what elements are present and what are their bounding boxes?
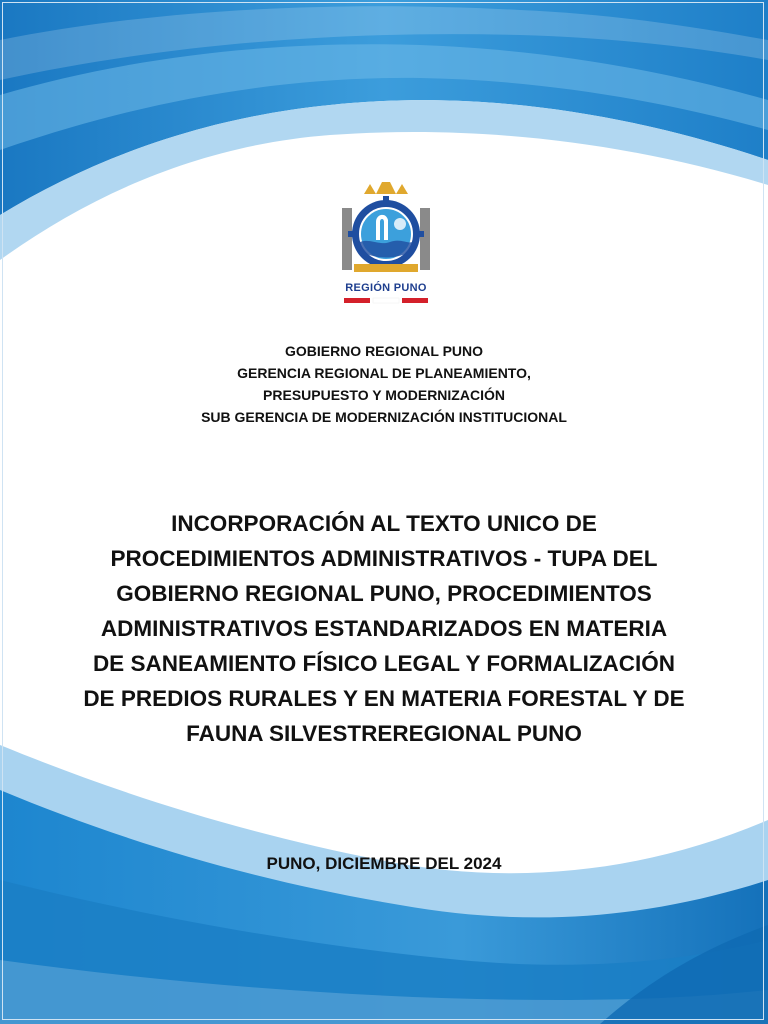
org-line: SUB GERENCIA DE MODERNIZACIÓN INSTITUCIONAL	[201, 409, 567, 425]
title-line: DE SANEAMIENTO FÍSICO LEGAL Y FORMALIZACIÓN	[92, 651, 676, 676]
org-line: GERENCIA REGIONAL DE PLANEAMIENTO,	[237, 365, 531, 381]
title-line: DE PREDIOS RURALES Y EN MATERIA FORESTAL Y DE	[83, 686, 685, 711]
title-line: PROCEDIMIENTOS ADMINISTRATIVOS - TUPA DEL	[110, 546, 658, 571]
title-line: GOBIERNO REGIONAL PUNO, PROCEDIMIENTOS	[116, 581, 652, 606]
title-line: INCORPORACIÓN AL TEXTO UNICO DE	[171, 511, 597, 536]
region-puno-logo	[330, 180, 442, 310]
org-line: GOBIERNO REGIONAL PUNO	[284, 343, 484, 359]
place-date: PUNO, DICIEMBRE DEL 2024	[266, 854, 502, 873]
organization-block	[84, 340, 684, 428]
logo-caption: REGIÓN PUNO	[345, 282, 427, 294]
org-line: PRESUPUESTO Y MODERNIZACIÓN	[263, 387, 505, 403]
title-line: ADMINISTRATIVOS ESTANDARIZADOS EN MATERIA	[100, 616, 668, 641]
title-line: FAUNA SILVESTREREGIONAL PUNO	[186, 721, 582, 746]
document-title	[74, 506, 694, 751]
